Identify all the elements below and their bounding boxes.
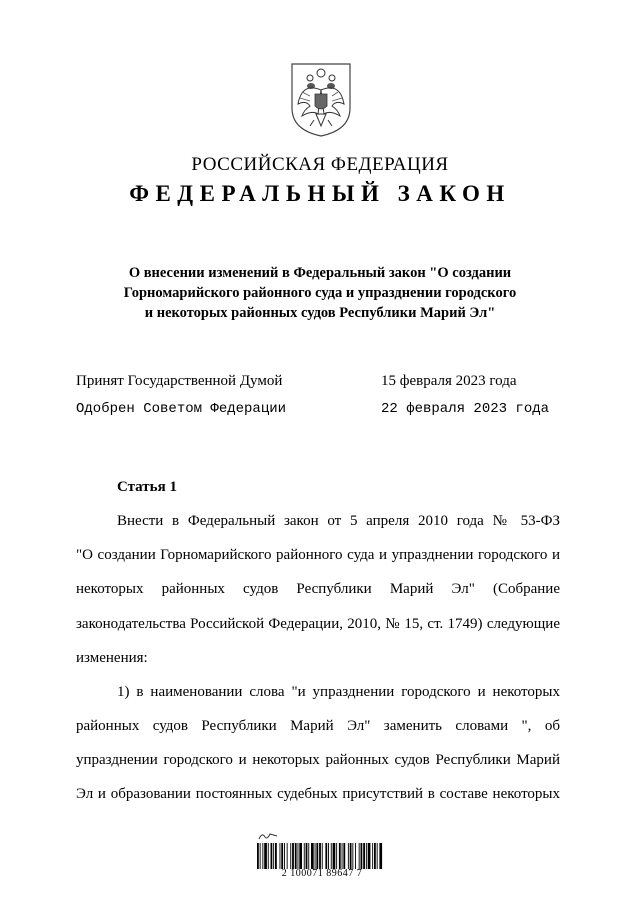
council-date: 22 февраля 2023 года	[381, 401, 550, 417]
law-title	[0, 263, 640, 323]
article-line: 1) в наименовании слова "и упразднении городского и некоторых	[117, 684, 560, 700]
council-label: Одобрен Советом Федерации	[76, 401, 287, 417]
country-heading: РОССИЙСКАЯ ФЕДЕРАЦИЯ	[191, 154, 449, 175]
barcode-number: 2 100071 89647 7	[281, 868, 363, 879]
article-line: районных судов Республики Марий Эл" заменить словами ", об	[76, 718, 560, 734]
article-line: Эл и образовании постоянных судебных присутствий в составе некоторых	[76, 786, 560, 802]
duma-date: 15 февраля 2023 года	[381, 373, 517, 389]
article-line: упразднении городского и некоторых районных судов Республики Марий	[76, 752, 560, 768]
duma-label: Принят Государственной Думой	[76, 373, 283, 389]
article-line: изменения:	[76, 650, 148, 666]
law-title-line: Горномарийского районного суда и упразднении городского	[123, 285, 517, 301]
article-line: "О создании Горномарийского районного суда и упразднении городского и	[76, 547, 560, 563]
coat-of-arms-emblem	[288, 60, 354, 138]
law-type-heading: ФЕДЕРАЛЬНЫЙ ЗАКОН	[129, 181, 511, 206]
law-title-line: и некоторых районных судов Республики Марий Эл"	[144, 305, 496, 321]
article-heading: Статья 1	[117, 479, 177, 495]
law-title-line: О внесении изменений в Федеральный закон "О создании	[128, 265, 512, 281]
article-line: законодательства Российской Федерации, 2010, № 15, ст. 1749) следующие	[76, 616, 560, 632]
article-line: некоторых районных судов Республики Марий Эл" (Собрание	[76, 581, 560, 597]
article-line: Внести в Федеральный закон от 5 апреля 2010 года № 53-ФЗ	[117, 513, 560, 529]
